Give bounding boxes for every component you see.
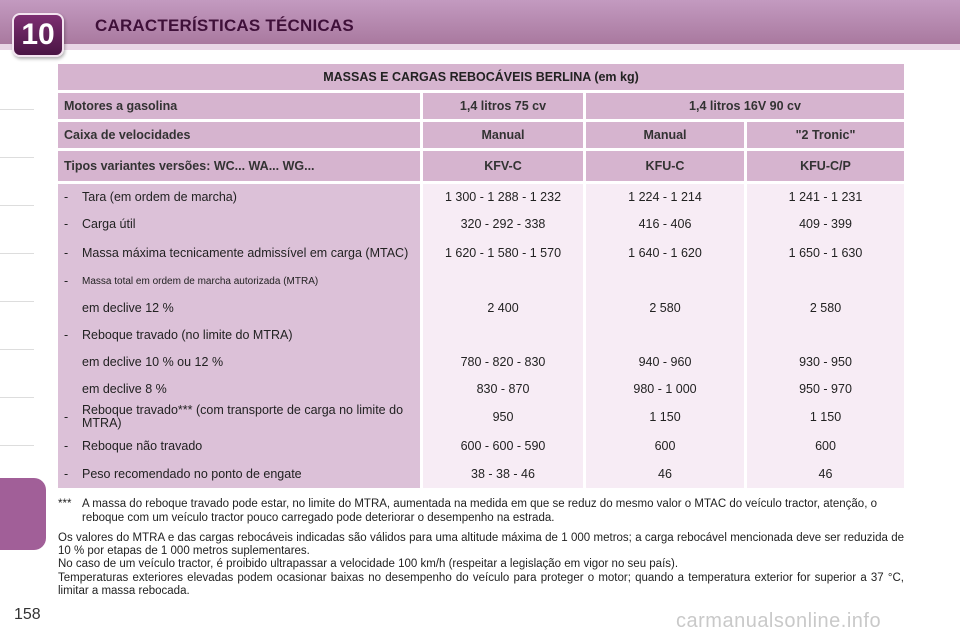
table-row bbox=[58, 238, 420, 268]
table-cell: 600 bbox=[654, 439, 676, 453]
row-label: em declive 8 % bbox=[82, 381, 167, 396]
variant-2: KFU-C bbox=[586, 151, 744, 181]
table-row bbox=[58, 376, 420, 402]
table-cell: 780 - 820 - 830 bbox=[460, 355, 546, 369]
row-label: Carga útil bbox=[82, 216, 136, 231]
note-paragraph: Temperaturas exteriores elevadas podem ocasionar baixas no desempenho do veículo para proteger o motor; quando a temperatura exterior for superior a 37 °C, limitar a massa rebocada. bbox=[58, 571, 904, 597]
table-cell: 950 bbox=[492, 410, 514, 424]
table-row bbox=[58, 322, 420, 348]
gearbox-1: Manual bbox=[423, 122, 583, 148]
table-cell: 416 - 406 bbox=[638, 217, 692, 231]
table-cell: 46 bbox=[658, 467, 672, 481]
table-body bbox=[58, 184, 904, 488]
gearbox-3: "2 Tronic" bbox=[747, 122, 904, 148]
label-column bbox=[58, 184, 420, 488]
engine-90cv: 1,4 litros 16V 90 cv bbox=[586, 93, 904, 119]
chapter-tab[interactable] bbox=[0, 62, 34, 110]
table-cell bbox=[747, 268, 904, 294]
row-label: em declive 10 % ou 12 % bbox=[82, 354, 224, 369]
value-column bbox=[747, 184, 904, 488]
row-dash: - bbox=[64, 190, 69, 204]
chapter-tab[interactable] bbox=[0, 398, 34, 446]
table-cell: 1 640 - 1 620 bbox=[628, 246, 702, 260]
header-underline bbox=[0, 44, 960, 50]
table-cell: 2 580 bbox=[809, 301, 842, 315]
note-paragraph: Os valores do MTRA e das cargas rebocáveis indicadas são válidos para uma altitude máxima de 1 000 metros; a carga rebocável mencionada deve ser reduzida de 10 % por etapas de 1 000 metros suplementares. bbox=[58, 532, 904, 558]
footnote bbox=[58, 498, 904, 525]
variant-1: KFV-C bbox=[423, 151, 583, 181]
note-paragraph: No caso de um veículo tractor, é proibido ultrapassar a velocidade 100 km/h (respeitar a legislação em vigor no seu país). bbox=[58, 558, 679, 571]
table-cell: 46 bbox=[818, 467, 833, 481]
row-label: Reboque travado*** (com transporte de carga no limite do MTRA) bbox=[82, 403, 404, 430]
table-row bbox=[58, 348, 420, 376]
table-row bbox=[58, 268, 420, 294]
mass-table bbox=[58, 64, 904, 488]
table-cell: 320 - 292 - 338 bbox=[460, 217, 546, 231]
row-label: Massa total em ordem de marcha autorizada (MTRA) bbox=[82, 275, 319, 287]
table-cell: 2 580 bbox=[649, 301, 681, 315]
table-cell: 830 - 870 bbox=[476, 382, 530, 396]
table-cell: 600 bbox=[815, 439, 836, 453]
table-cell bbox=[423, 322, 583, 348]
row-dash: - bbox=[64, 246, 69, 260]
table-row bbox=[58, 294, 420, 322]
row-dash: - bbox=[64, 467, 69, 481]
row-dash: - bbox=[64, 410, 69, 424]
notes bbox=[58, 532, 904, 598]
table-row bbox=[58, 460, 420, 488]
table-cell bbox=[747, 322, 904, 348]
table-cell: 1 150 bbox=[809, 410, 842, 424]
table-cell: 1 300 - 1 288 - 1 232 bbox=[444, 190, 562, 204]
footnote-mark: *** bbox=[58, 498, 72, 510]
table-row bbox=[58, 210, 420, 238]
value-column bbox=[586, 184, 744, 488]
footnote-text: A massa do reboque travado pode estar, no limite do MTRA, aumentada na medida em que se reduz do mesmo valor o MTAC do veículo tractor, atenção, o reboque com um veículo tractor pouco carregado pode deteriorar o desempenho na estrada. bbox=[82, 498, 877, 524]
chapter-tab[interactable] bbox=[0, 350, 34, 398]
row-label: em declive 12 % bbox=[82, 300, 174, 315]
row-label: Reboque não travado bbox=[82, 438, 203, 453]
page-number: 158 bbox=[14, 606, 41, 623]
table-cell: 980 - 1 000 bbox=[633, 382, 697, 396]
chapter-tab[interactable] bbox=[0, 302, 34, 350]
table-cell: 600 - 600 - 590 bbox=[460, 439, 546, 453]
row-label: Tara (em ordem de marcha) bbox=[82, 189, 237, 204]
active-chapter-tab[interactable] bbox=[0, 478, 46, 550]
table-cell: 930 - 950 bbox=[799, 355, 852, 369]
row-dash: - bbox=[64, 274, 69, 288]
table-cell: 1 620 - 1 580 - 1 570 bbox=[444, 246, 562, 260]
value-column bbox=[423, 184, 583, 488]
table-cell bbox=[586, 322, 744, 348]
table-cell: 940 - 960 bbox=[638, 355, 692, 369]
chapter-tabs bbox=[0, 62, 34, 446]
chapter-tab[interactable] bbox=[0, 206, 34, 254]
row-dash: - bbox=[64, 328, 69, 342]
table-row bbox=[58, 432, 420, 460]
chapter-tab[interactable] bbox=[0, 110, 34, 158]
engine-75cv: 1,4 litros 75 cv bbox=[423, 93, 583, 119]
row-label: Reboque travado (no limite do MTRA) bbox=[82, 327, 293, 342]
row-label: Peso recomendado no ponto de engate bbox=[82, 466, 302, 481]
table-cell: 38 - 38 - 46 bbox=[471, 467, 535, 481]
table-cell: 2 400 bbox=[487, 301, 519, 315]
table-cell: 950 - 970 bbox=[799, 382, 852, 396]
page-title: CARACTERÍSTICAS TÉCNICAS bbox=[95, 16, 354, 35]
chapter-badge: 10 bbox=[12, 13, 64, 57]
table-row bbox=[58, 184, 420, 210]
watermark: carmanualsonline.info bbox=[676, 610, 882, 632]
table-cell: 1 224 - 1 214 bbox=[628, 190, 702, 204]
variant-3: KFU-C/P bbox=[747, 151, 904, 181]
row-dash: - bbox=[64, 217, 69, 231]
gearbox-2: Manual bbox=[586, 122, 744, 148]
row-label-gearbox: Caixa de velocidades bbox=[58, 122, 420, 148]
table-cell: 1 150 bbox=[649, 410, 681, 424]
row-label: Massa máxima tecnicamente admissível em carga (MTAC) bbox=[82, 245, 409, 260]
row-label-variants: Tipos variantes versões: WC... WA... WG... bbox=[58, 151, 420, 181]
table-cell: 1 650 - 1 630 bbox=[788, 246, 863, 260]
table-cell: 1 241 - 1 231 bbox=[788, 190, 863, 204]
row-label-engines: Motores a gasolina bbox=[58, 93, 420, 119]
row-dash: - bbox=[64, 439, 69, 453]
table-row bbox=[58, 402, 420, 432]
chapter-tab[interactable] bbox=[0, 254, 34, 302]
table-title: MASSAS E CARGAS REBOCÁVEIS BERLINA (em kg) bbox=[58, 64, 904, 90]
chapter-tab[interactable] bbox=[0, 158, 34, 206]
table-cell bbox=[423, 268, 583, 294]
table-cell: 409 - 399 bbox=[799, 217, 852, 231]
table-cell bbox=[586, 268, 744, 294]
